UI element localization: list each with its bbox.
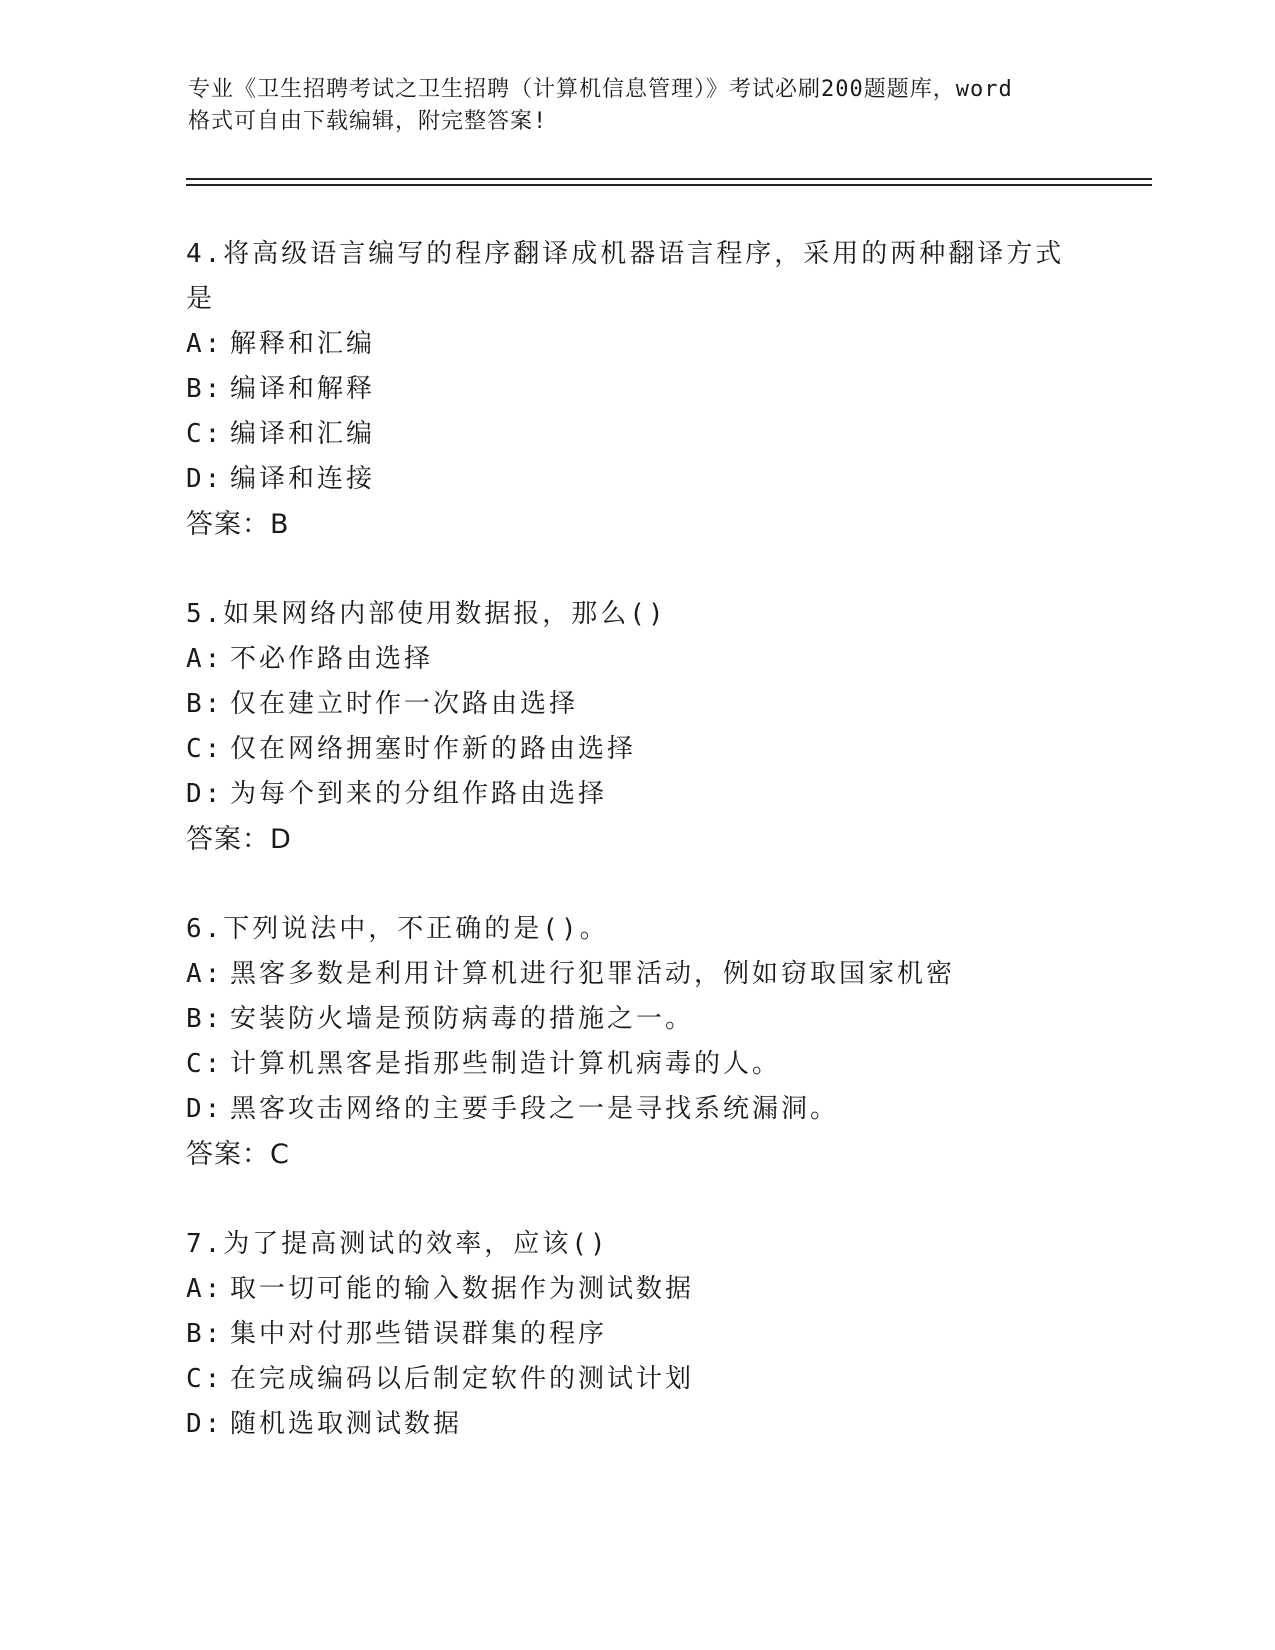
answer-label: 答案：D bbox=[186, 824, 292, 855]
question-text bbox=[186, 1222, 1086, 1267]
question-text-line: 5.如果网络内部使用数据报，那么() bbox=[186, 599, 667, 629]
option-text: 编译和汇编 bbox=[230, 419, 376, 449]
option-text: 编译和连接 bbox=[230, 464, 376, 494]
question-7 bbox=[186, 1222, 1086, 1447]
answer-label: 答案：B bbox=[186, 509, 290, 540]
option-b bbox=[186, 367, 1086, 412]
option-letter: D: bbox=[186, 464, 224, 494]
answer-label: 答案：C bbox=[186, 1139, 290, 1170]
option-text: 在完成编码以后制定软件的测试计划 bbox=[230, 1364, 695, 1394]
option-letter: A: bbox=[186, 644, 224, 674]
option-c bbox=[186, 727, 1086, 772]
option-letter: C: bbox=[186, 1049, 224, 1079]
option-text: 仅在建立时作一次路由选择 bbox=[230, 689, 579, 719]
document-header bbox=[188, 74, 1088, 138]
option-b bbox=[186, 997, 1086, 1042]
option-letter: A: bbox=[186, 1274, 224, 1304]
option-letter: B: bbox=[186, 1004, 224, 1034]
option-d bbox=[186, 772, 1086, 817]
option-letter: B: bbox=[186, 374, 224, 404]
option-letter: A: bbox=[186, 329, 224, 359]
header-line-1: 专业《卫生招聘考试之卫生招聘（计算机信息管理）》考试必刷200题题库，word bbox=[188, 77, 1013, 102]
header-divider-top bbox=[186, 178, 1152, 180]
header-divider-bottom bbox=[186, 184, 1152, 186]
option-text: 黑客攻击网络的主要手段之一是寻找系统漏洞。 bbox=[230, 1094, 840, 1124]
header-line-2: 格式可自由下载编辑，附完整答案! bbox=[188, 109, 548, 134]
option-c bbox=[186, 412, 1086, 457]
option-b bbox=[186, 1312, 1086, 1357]
option-text: 解释和汇编 bbox=[230, 329, 376, 359]
option-letter: D: bbox=[186, 779, 224, 809]
option-text: 随机选取测试数据 bbox=[230, 1409, 463, 1439]
option-text: 编译和解释 bbox=[230, 374, 376, 404]
question-text bbox=[186, 907, 1086, 952]
option-letter: D: bbox=[186, 1409, 224, 1439]
option-text: 为每个到来的分组作路由选择 bbox=[230, 779, 608, 809]
option-text: 仅在网络拥塞时作新的路由选择 bbox=[230, 734, 637, 764]
question-list bbox=[186, 232, 1086, 1491]
option-text: 计算机黑客是指那些制造计算机病毒的人。 bbox=[230, 1049, 782, 1079]
option-d bbox=[186, 1087, 1086, 1132]
option-c bbox=[186, 1042, 1086, 1087]
question-5 bbox=[186, 592, 1086, 863]
option-letter: B: bbox=[186, 1319, 224, 1349]
question-text-line: 6.下列说法中，不正确的是()。 bbox=[186, 914, 609, 944]
option-b bbox=[186, 682, 1086, 727]
question-text-line: 4.将高级语言编写的程序翻译成机器语言程序，采用的两种翻译方式 bbox=[186, 239, 1065, 269]
option-letter: C: bbox=[186, 1364, 224, 1394]
question-text-line: 7.为了提高测试的效率，应该() bbox=[186, 1229, 609, 1259]
option-text: 不必作路由选择 bbox=[230, 644, 434, 674]
question-text-line: 是 bbox=[186, 284, 216, 314]
option-letter: C: bbox=[186, 419, 224, 449]
option-a bbox=[186, 637, 1086, 682]
question-text bbox=[186, 232, 1086, 322]
option-text: 集中对付那些错误群集的程序 bbox=[230, 1319, 608, 1349]
option-c bbox=[186, 1357, 1086, 1402]
option-letter: B: bbox=[186, 689, 224, 719]
option-a bbox=[186, 322, 1086, 367]
option-a bbox=[186, 952, 1086, 997]
option-d bbox=[186, 457, 1086, 502]
option-text: 黑客多数是利用计算机进行犯罪活动，例如窃取国家机密 bbox=[230, 959, 956, 989]
option-text: 安装防火墙是预防病毒的措施之一。 bbox=[230, 1004, 695, 1034]
option-d bbox=[186, 1402, 1086, 1447]
option-letter: A: bbox=[186, 959, 224, 989]
question-text bbox=[186, 592, 1086, 637]
option-letter: C: bbox=[186, 734, 224, 764]
question-4 bbox=[186, 232, 1086, 548]
option-a bbox=[186, 1267, 1086, 1312]
question-6 bbox=[186, 907, 1086, 1178]
option-letter: D: bbox=[186, 1094, 224, 1124]
option-text: 取一切可能的输入数据作为测试数据 bbox=[230, 1274, 695, 1304]
